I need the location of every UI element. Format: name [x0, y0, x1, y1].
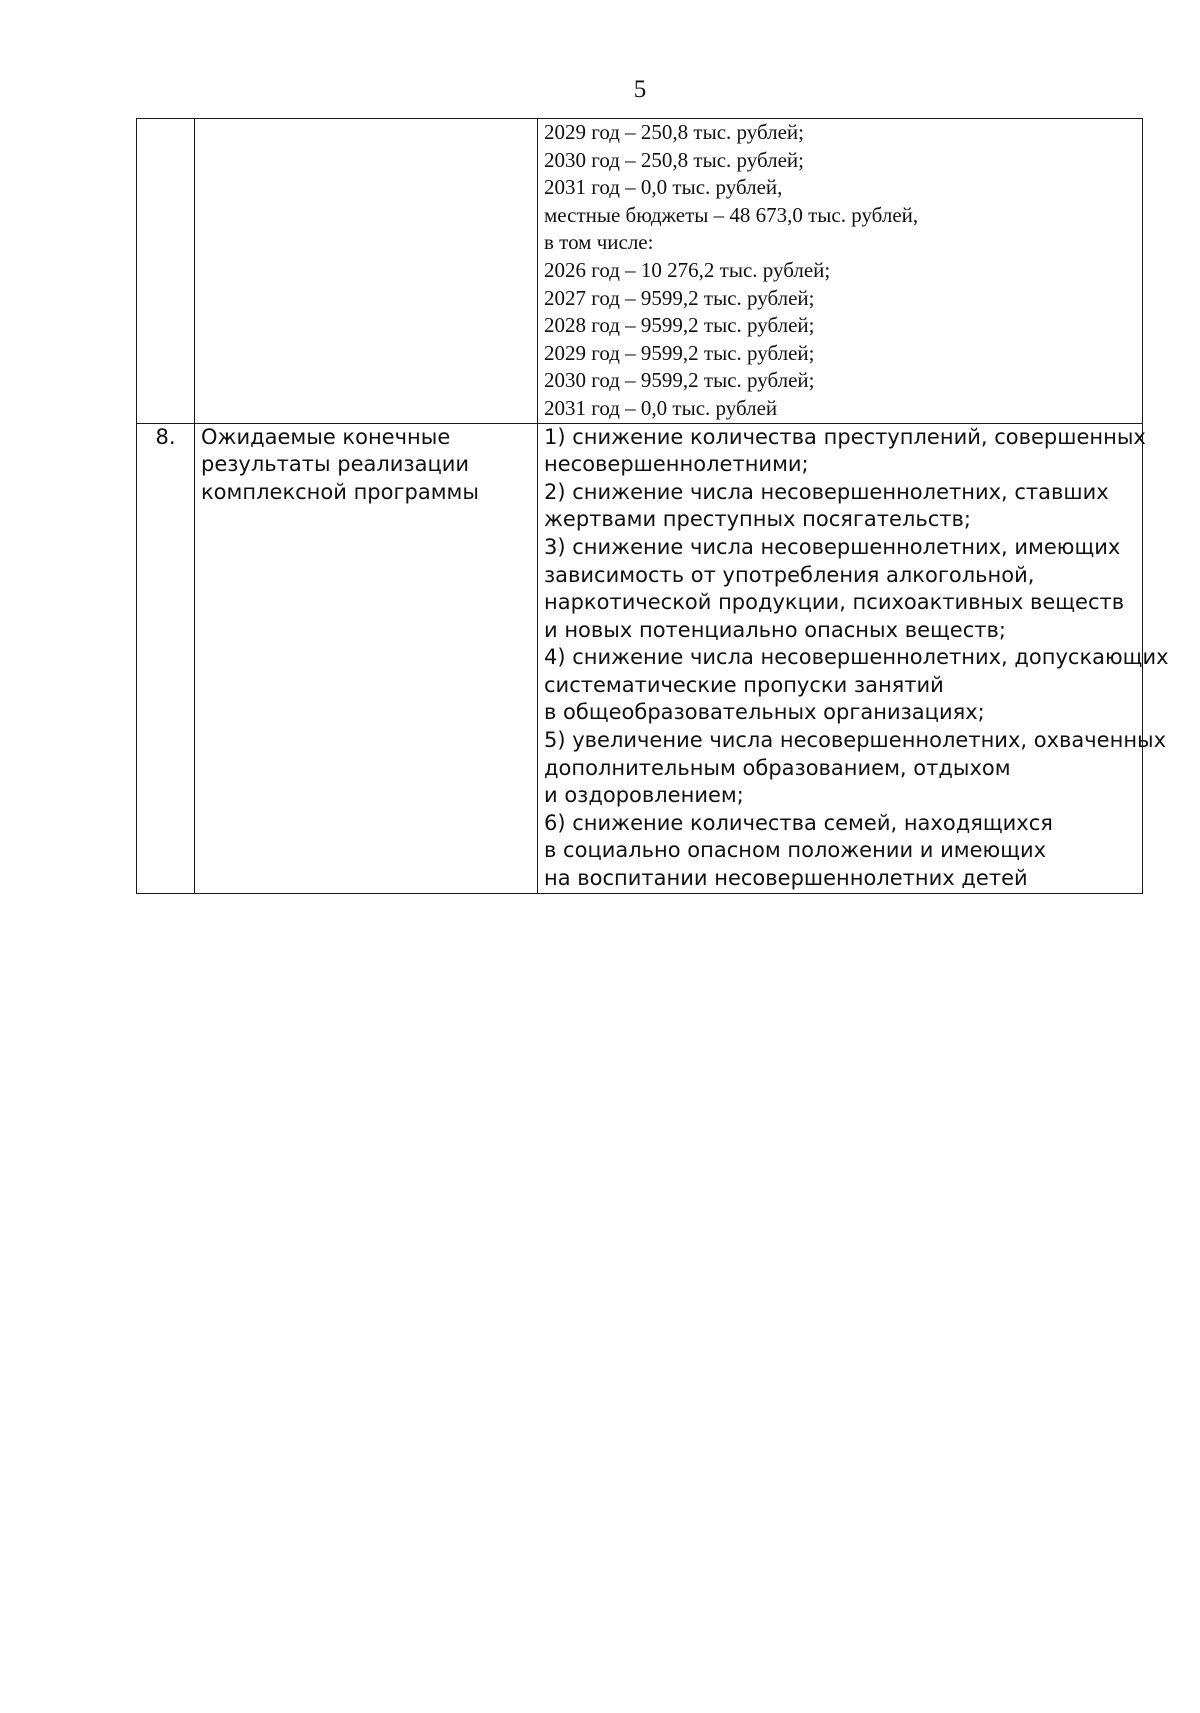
result-line: 1) снижение количества преступлений, совершенных	[544, 424, 1146, 449]
funding-line: 2029 год – 9599,2 тыс. рублей;	[544, 340, 815, 365]
result-line: 2) снижение числа несовершеннолетних, ставших	[544, 479, 1109, 504]
result-line: систематические пропуски занятий	[544, 672, 944, 697]
funding-line: 2030 год – 250,8 тыс. рублей;	[544, 147, 805, 172]
funding-line: 2029 год – 250,8 тыс. рублей;	[544, 120, 805, 144]
row-name-cell	[195, 423, 538, 893]
table-row-funding-continued	[137, 119, 1143, 424]
funding-line: 2031 год – 0,0 тыс. рублей	[544, 395, 778, 420]
result-line: в социально опасном положении и имеющих	[544, 838, 1047, 863]
funding-line: 2027 год – 9599,2 тыс. рублей;	[544, 285, 815, 310]
funding-line: 2028 год – 9599,2 тыс. рублей;	[544, 313, 815, 338]
result-line: в общеобразовательных организациях;	[544, 700, 985, 725]
result-line: на воспитании несовершеннолетних детей	[544, 866, 1028, 891]
funding-line: 2026 год – 10 276,2 тыс. рублей;	[544, 257, 831, 282]
result-line: зависимость от употребления алкогольной,	[544, 562, 1035, 587]
page-number: 5	[633, 76, 647, 103]
row-number-cell: 8.	[137, 423, 195, 893]
result-line: дополнительным образованием, отдыхом	[544, 755, 1011, 780]
funding-line: местные бюджеты – 48 673,0 тыс. рублей,	[544, 202, 919, 227]
result-line: 3) снижение числа несовершеннолетних, имеющих	[544, 534, 1121, 559]
result-line: несовершеннолетними;	[544, 452, 809, 477]
funding-line: 2031 год – 0,0 тыс. рублей,	[544, 175, 783, 200]
result-line: и новых потенциально опасных веществ;	[544, 617, 1006, 642]
result-line: и оздоровлением;	[544, 783, 744, 808]
row-name-line: Ожидаемые конечные	[201, 424, 451, 449]
result-line: наркотической продукции, психоактивных веществ	[544, 590, 1125, 615]
row-name-line: комплексной программы	[201, 479, 479, 504]
table-row-expected-results	[137, 423, 1143, 893]
funding-line: 2030 год – 9599,2 тыс. рублей;	[544, 368, 815, 393]
result-line: жертвами преступных посягательств;	[544, 507, 971, 532]
result-line: 4) снижение числа несовершеннолетних, допускающих	[544, 645, 1169, 670]
expected-results-cell	[538, 423, 1169, 893]
funding-values-cell	[538, 119, 1143, 424]
funding-line: в том числе:	[544, 230, 654, 255]
row-number-cell	[137, 119, 195, 424]
result-line: 6) снижение количества семей, находящихся	[544, 810, 1053, 835]
result-line: 5) увеличение числа несовершеннолетних, охваченных	[544, 728, 1167, 753]
row-name-line: результаты реализации	[201, 452, 470, 477]
row-name-cell	[195, 119, 538, 424]
program-passport-table	[136, 118, 1169, 894]
